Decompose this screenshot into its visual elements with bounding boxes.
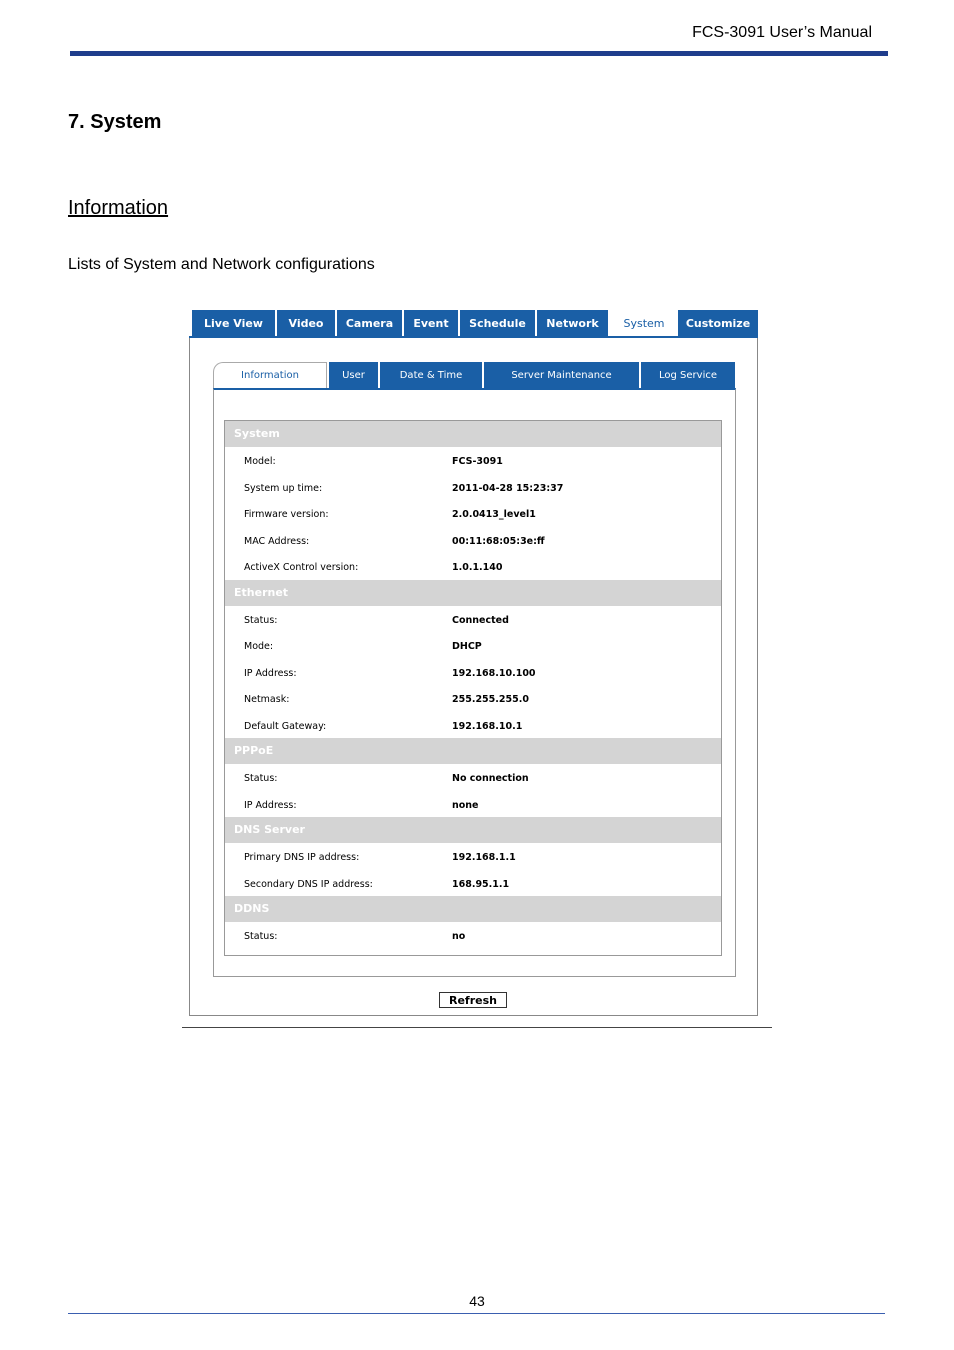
section-header-ethernet: Ethernet: [225, 580, 721, 606]
tab-event[interactable]: Event: [404, 310, 460, 336]
tab-camera[interactable]: Camera: [337, 310, 404, 336]
row-value: 255.255.255.0: [452, 694, 529, 705]
tab-live-view[interactable]: Live View: [192, 310, 277, 336]
row-label: Secondary DNS IP address:: [244, 878, 373, 890]
tab-customize[interactable]: Customize: [678, 310, 758, 336]
table-row: [225, 474, 721, 501]
row-label: IP Address:: [244, 667, 297, 679]
section-header-system: System: [225, 421, 721, 447]
row-value: 192.168.10.100: [452, 667, 536, 679]
page-number: 43: [469, 1293, 485, 1309]
table-row: [225, 500, 721, 527]
row-label: Default Gateway:: [244, 720, 327, 732]
subsection-title: Information: [68, 197, 169, 219]
table-row: [225, 843, 721, 870]
row-label: Mode:: [244, 641, 274, 652]
subtab-user[interactable]: User: [327, 362, 378, 388]
row-label: MAC Address:: [244, 535, 310, 547]
tab-system[interactable]: System: [610, 310, 678, 336]
sub-tab-bar: [213, 362, 735, 388]
tab-network[interactable]: Network: [537, 310, 610, 336]
row-label: Status:: [244, 931, 278, 942]
table-row: [225, 447, 721, 474]
table-row: [225, 791, 721, 818]
section-header-pppoe: PPPoE: [225, 738, 721, 764]
table-row: [225, 922, 721, 949]
section-header-dns-server: DNS Server: [225, 817, 721, 843]
row-label: Model:: [244, 456, 276, 467]
table-row: [225, 685, 721, 712]
row-label: ActiveX Control version:: [244, 562, 359, 573]
subtab-information[interactable]: Information: [213, 362, 327, 388]
row-value: DHCP: [452, 641, 482, 652]
table-row: [225, 764, 721, 791]
subtab-log-service[interactable]: Log Service: [639, 362, 735, 388]
tab-schedule[interactable]: Schedule: [460, 310, 537, 336]
row-value: 192.168.10.1: [452, 720, 523, 732]
row-label: Status:: [244, 614, 278, 626]
row-value: 168.95.1.1: [452, 878, 510, 890]
manual-header-title: FCS-3091 User’s Manual: [692, 24, 872, 41]
section-header-ddns: DDNS: [225, 896, 721, 922]
row-value: 1.0.1.140: [452, 562, 503, 573]
row-value: none: [452, 799, 479, 811]
refresh-button[interactable]: Refresh: [439, 992, 507, 1008]
row-value: No connection: [452, 773, 529, 784]
row-value: 192.168.1.1: [452, 852, 516, 863]
row-label: Firmware version:: [244, 509, 329, 520]
table-row: [225, 606, 721, 633]
footer-rule: [68, 1313, 885, 1314]
row-label: Primary DNS IP address:: [244, 852, 360, 863]
row-value: Connected: [452, 614, 509, 626]
row-label: Netmask:: [244, 694, 290, 705]
tab-video[interactable]: Video: [277, 310, 337, 336]
table-row: [225, 870, 721, 897]
description-text: Lists of System and Network configurations: [68, 256, 375, 273]
table-row: [225, 712, 721, 739]
subtab-server-maintenance[interactable]: Server Maintenance: [482, 362, 639, 388]
main-tab-bar: [189, 310, 758, 337]
row-value: 00:11:68:05:3e:ff: [452, 535, 545, 547]
subtab-date-time[interactable]: Date & Time: [378, 362, 482, 388]
table-row: [225, 527, 721, 554]
row-value: 2.0.0413_level1: [452, 509, 536, 520]
figure-rule: [182, 1027, 772, 1028]
table-row: [225, 632, 721, 659]
row-value: no: [452, 931, 466, 942]
table-row: [225, 553, 721, 580]
row-value: 2011-04-28 15:23:37: [452, 482, 564, 494]
table-row: [225, 659, 721, 686]
row-value: FCS-3091: [452, 456, 503, 467]
row-label: IP Address:: [244, 799, 297, 811]
information-table: [224, 420, 722, 956]
screenshot-figure: [189, 310, 758, 1016]
row-label: System up time:: [244, 482, 323, 494]
row-label: Status:: [244, 773, 278, 784]
section-title: 7. System: [68, 111, 162, 133]
header-rule: [70, 51, 888, 56]
